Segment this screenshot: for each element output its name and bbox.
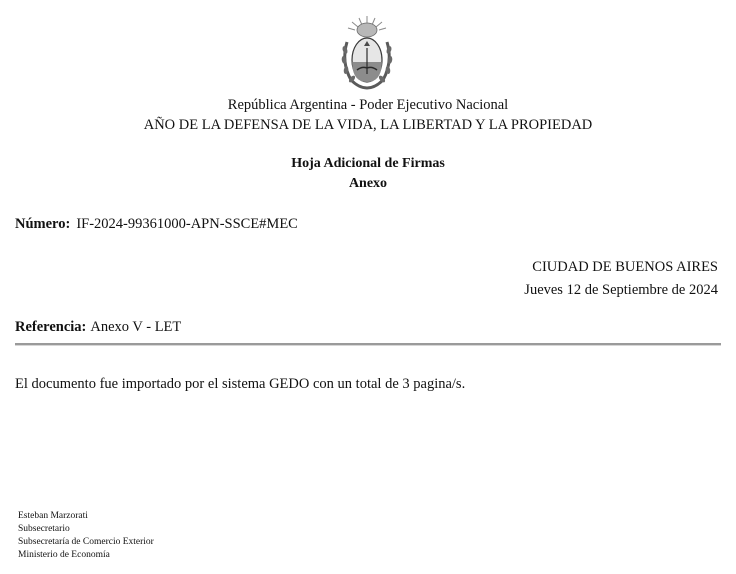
coat-of-arms-icon — [337, 12, 397, 92]
date: Jueves 12 de Septiembre de 2024 — [524, 282, 718, 298]
reference-label: Referencia: — [15, 319, 87, 335]
signer-ministry: Ministerio de Economía — [18, 550, 110, 560]
signer-position: Subsecretario — [18, 524, 70, 534]
reference-value: Anexo V - LET — [90, 319, 182, 335]
document-number-label: Número: — [15, 216, 71, 232]
header-year-motto: AÑO DE LA DEFENSA DE LA VIDA, LA LIBERTAD Y LA PROPIEDAD — [143, 117, 593, 133]
document-subtitle: Anexo — [348, 176, 388, 191]
signer-name: Esteban Marzorati — [18, 511, 88, 521]
document-number-value: IF-2024-99361000-APN-SSCE#MEC — [76, 216, 298, 232]
document-number — [15, 216, 298, 233]
signer-block — [18, 510, 154, 562]
body-paragraph: El documento fue importado por el sistema GEDO con un total de 3 pagina/s. — [15, 376, 466, 392]
place: CIUDAD DE BUENOS AIRES — [532, 259, 718, 275]
header-issuer: República Argentina - Poder Ejecutivo Nacional — [227, 97, 509, 113]
document-title: Hoja Adicional de Firmas — [291, 156, 445, 171]
reference — [15, 319, 181, 336]
divider — [15, 343, 721, 346]
signer-office: Subsecretaría de Comercio Exterior — [18, 537, 154, 547]
